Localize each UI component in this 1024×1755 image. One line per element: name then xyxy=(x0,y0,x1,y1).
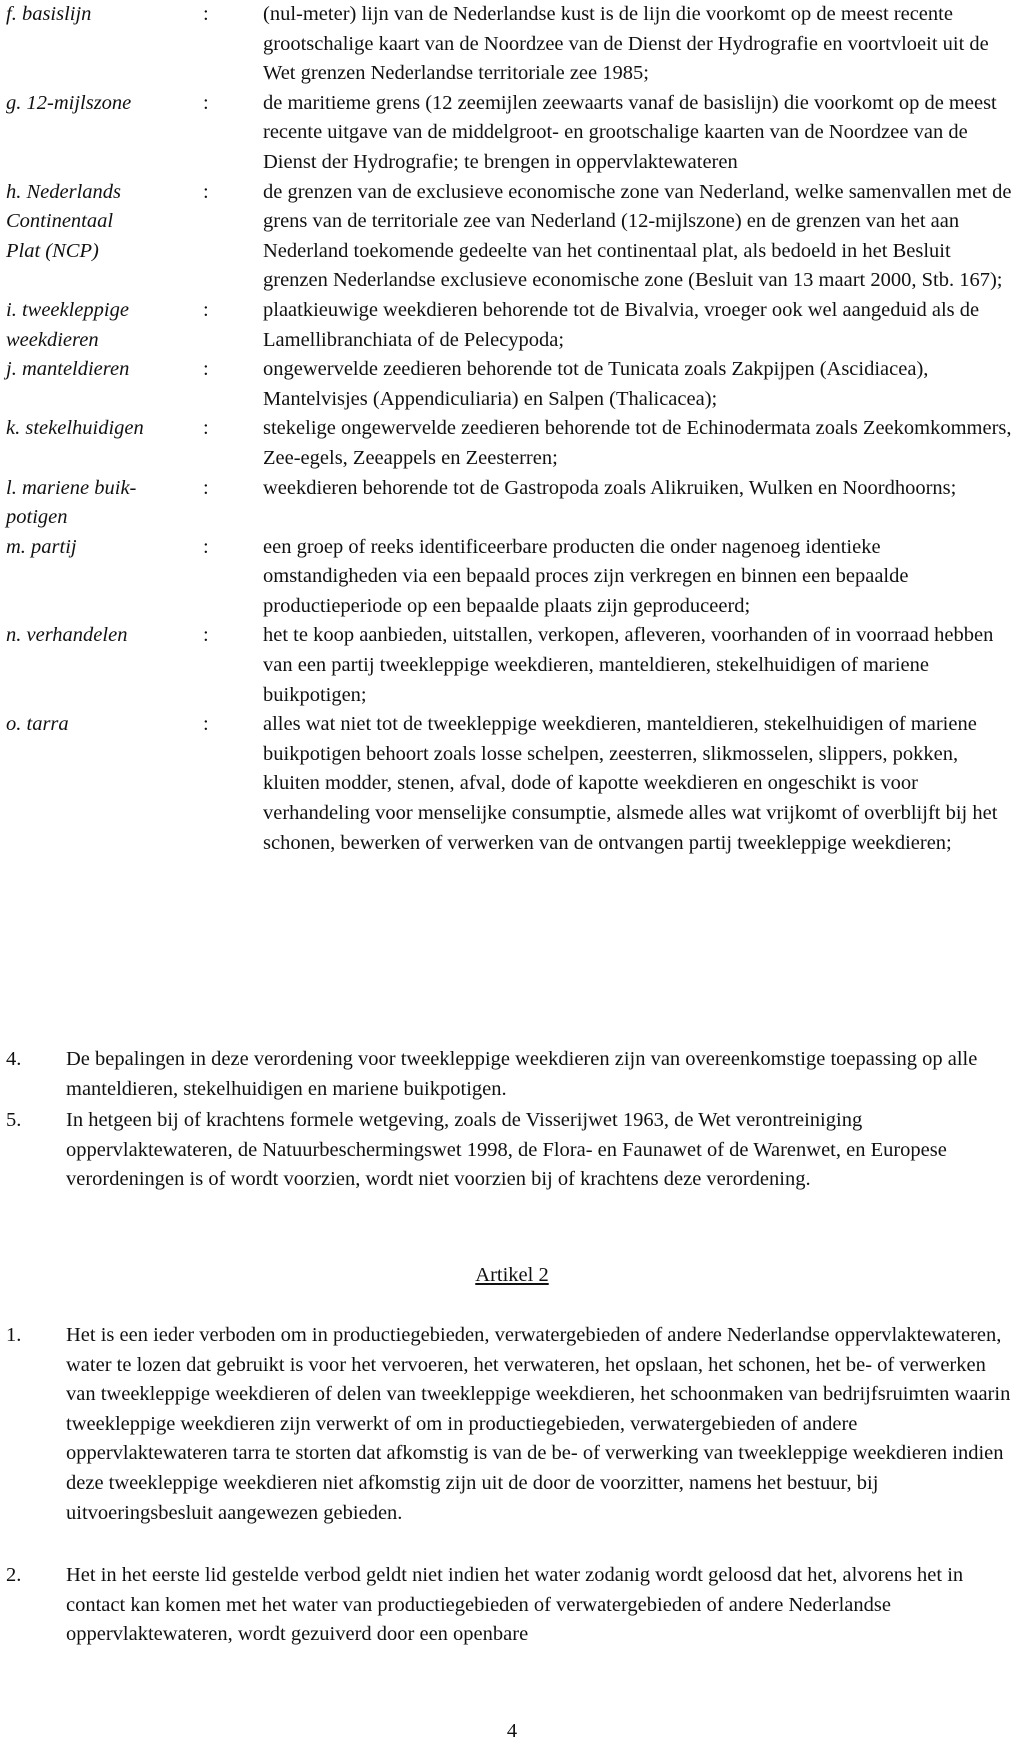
paragraph-item xyxy=(6,1106,1018,1195)
definition-term: f. basislijn xyxy=(6,3,92,25)
definition-text: plaatkieuwige weekdieren behorende tot de Bivalvia, vroeger ook wel aangeduid als de Lamellibranchiata of de Pelecypoda; xyxy=(263,298,980,351)
definition-term: g. 12-mijlszone xyxy=(6,91,132,114)
paragraph-text: In hetgeen bij of krachtens formele wetgeving, zoals de Visserijwet 1963, de Wet verontreiniging oppervlaktewateren, de Natuurbeschermingswet 1998, de Flora- en Faunawet of de Warenwet, en Europese verordeningen is of wordt voorzien, wordt niet voorzien bij of krachtens deze verordening. xyxy=(66,1109,947,1191)
page-number: 4 xyxy=(506,1720,518,1742)
definition-colon: : xyxy=(203,358,209,381)
definition-text: het te koop aanbieden, uitstallen, verkopen, afleveren, voorhanden of in voorraad hebben van een partij tweekleppige weekdieren, manteldieren, stekelhuidigen of mariene buikpotigen; xyxy=(263,624,994,706)
definition-colon: : xyxy=(203,3,209,25)
paragraph-text: Het in het eerste lid gestelde verbod geldt niet indien het water zodanig wordt geloosd dat het, alvorens het in contact kan komen met het water van productiegebieden of verwatergebieden of andere Nederlandse oppervlaktewateren, wordt gezuiverd door een openbare xyxy=(66,1564,964,1646)
definition-text: stekelige ongewervelde zeedieren behorende tot de Echinodermata zoals Zeekomkommers, Zee-egels, Zeeappels en Zeesterren; xyxy=(263,417,1012,469)
definition-text: de maritieme grens (12 zeemijlen zeewaarts vanaf de basislijn) die voorkomt op de meest recente uitgave van de middelgroot- en grootschalige kaarten van de Noordzee van de Dienst der Hydrografie; te brengen in oppervlaktewateren xyxy=(263,91,997,173)
definition-item xyxy=(6,474,1006,533)
paragraph-item xyxy=(6,1561,1018,1650)
definition-colon: : xyxy=(203,535,209,558)
definition-item xyxy=(6,0,1006,89)
definition-term: o. tarra xyxy=(6,713,69,736)
paragraph-text: De bepalingen in deze verordening voor tweekleppige weekdieren zijn van overeenkomstige toepassing op alle manteldieren, stekelhuidigen en mariene buikpotigen. xyxy=(66,1048,978,1100)
definition-term: h. Nederlands Continentaal Plat (NCP) xyxy=(6,180,122,262)
definition-item xyxy=(6,296,1006,355)
definition-item xyxy=(6,710,1006,858)
definition-item xyxy=(6,414,1012,473)
paragraph-number: 2. xyxy=(6,1564,22,1586)
definition-item xyxy=(6,621,1006,710)
definition-text: alles wat niet tot de tweekleppige weekdieren, manteldieren, stekelhuidigen of mariene buikpotigen behoort zoals losse schelpen, zeesterren, slikmosselen, slippers, pokken, kluiten modder, stenen, afval, dode of kapotte weekdieren en ongeschikt is voor verhandeling voor menselijke consumptie, alsmede alles wat vrijkomt of overblijft bij het schonen, bewerken of verwerken van de ontvangen partij tweekleppige weekdieren; xyxy=(263,713,998,854)
paragraph-number: 4. xyxy=(6,1048,22,1070)
definition-term: n. verhandelen xyxy=(6,624,128,647)
paragraph-text: Het is een ieder verboden om in productiegebieden, verwatergebieden of andere Nederlandse oppervlaktewateren, water te lozen dat gebruikt is voor het vervoeren, het verwateren, het opslaan, het schonen, het be- of verwerken van tweekleppige weekdieren of delen van tweekleppige weekdieren, het schoonmaken van bedrijfsruimten waarin tweekleppige weekdieren zijn verwerkt of om in productiegebieden, verwatergebieden of andere oppervlaktewateren tarra te storten dat afkomstig is van de be- of verwerking van tweekleppige weekdieren indien deze tweekleppige weekdieren niet afkomstig zijn uit de door de voorzitter, namens het bestuur, bij uitvoeringsbesluit aangewezen gebieden. xyxy=(66,1324,1011,1524)
definition-term: k. stekelhuidigen xyxy=(6,417,144,440)
article-heading: Artikel 2 xyxy=(475,1264,549,1286)
paragraph-number: 1. xyxy=(6,1324,22,1346)
definition-text: een groep of reeks identificeerbare producten die onder nagenoeg identieke omstandigheden via een bepaald proces zijn verkregen en binnen een bepaalde productieperiode op een bepaalde plaats zijn geproduceerd; xyxy=(263,535,909,617)
definition-colon: : xyxy=(203,624,209,647)
definition-colon: : xyxy=(203,476,209,499)
definition-text: ongewervelde zeedieren behorende tot de Tunicata zoals Zakpijpen (Ascidiacea), Mantelvisjes (Appendiculiaria) en Salpen (Thalicacea); xyxy=(263,358,929,410)
definition-item xyxy=(6,89,1006,178)
definition-item xyxy=(6,533,1006,622)
definition-term: j. manteldieren xyxy=(6,358,130,381)
definition-text: weekdieren behorende tot de Gastropoda zoals Alikruiken, Wulken en Noordhoorns; xyxy=(263,476,957,499)
definition-text: (nul-meter) lijn van de Nederlandse kust is de lijn die voorkomt op de meest recente grootschalige kaart van de Noordzee van de Dienst der Hydrografie en voortvloeit uit de Wet grenzen Nederlandse territoriale zee 1985; xyxy=(263,3,989,85)
definition-colon: : xyxy=(203,298,209,321)
definition-colon: : xyxy=(203,417,209,440)
definition-item xyxy=(6,178,1012,296)
definition-colon: : xyxy=(203,91,209,114)
definition-term: l. mariene buik- potigen xyxy=(6,476,137,529)
definitions-list xyxy=(6,0,1012,858)
definition-text: de grenzen van de exclusieve economische zone van Nederland, welke samenvallen met de grens van de territoriale zee van Nederland (12-mijlszone) en de grenzen van het aan Nederland toekomende gedeelte van het continentaal plat, als bedoeld in het Besluit grenzen Nederlandse exclusieve economische zone (Besluit van 13 maart 2000, Stb. 167); xyxy=(263,180,1012,292)
definition-term: i. tweekleppige weekdieren xyxy=(6,298,129,351)
definition-colon: : xyxy=(203,180,209,203)
paragraph-item xyxy=(6,1045,1018,1104)
paragraph-item xyxy=(6,1321,1018,1528)
paragraph-number: 5. xyxy=(6,1109,22,1131)
definition-colon: : xyxy=(203,713,209,736)
definition-item xyxy=(6,355,1006,414)
definition-term: m. partij xyxy=(6,535,77,558)
